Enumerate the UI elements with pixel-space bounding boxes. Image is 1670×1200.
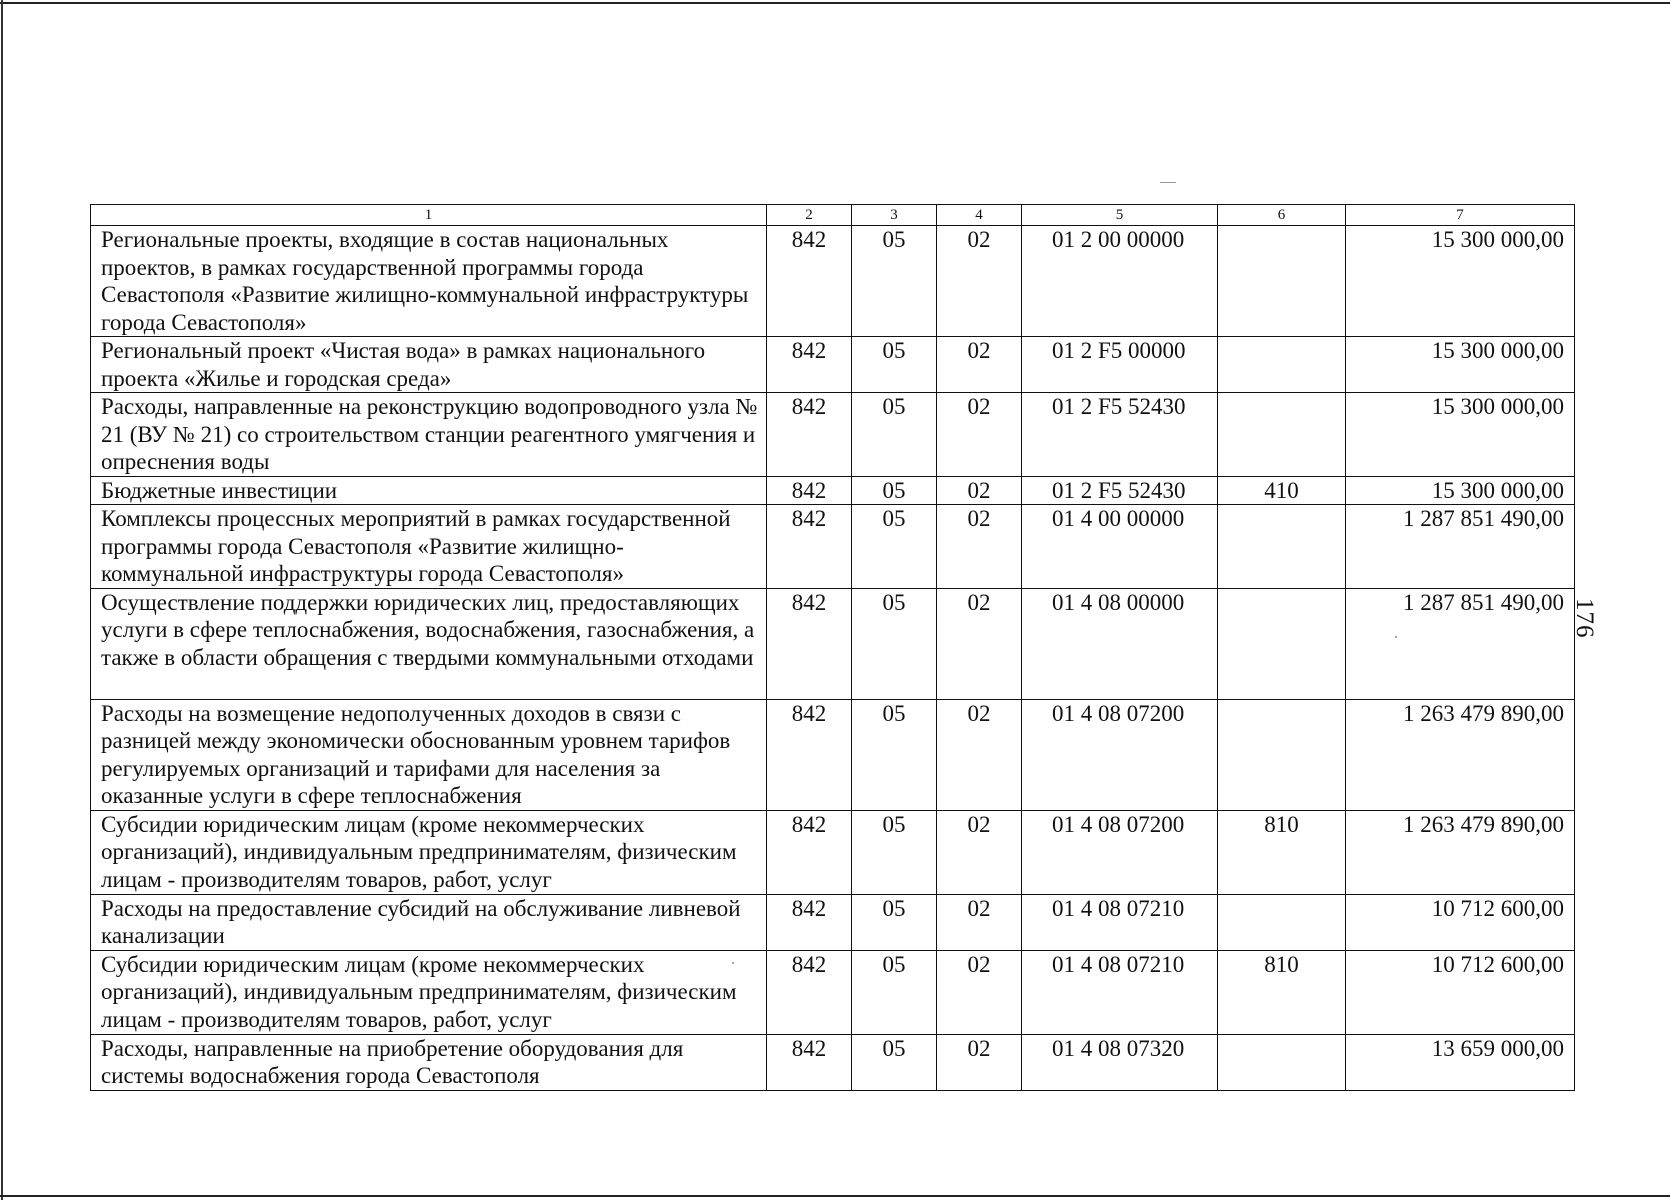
expense-type-code: [1218, 894, 1346, 950]
column-number: 6: [1218, 205, 1346, 226]
ministry-code: 842: [767, 810, 852, 894]
section-code: 05: [852, 337, 937, 393]
target-article-code: 01 2 F5 52430: [1022, 476, 1218, 505]
target-article-code: 01 2 F5 52430: [1022, 393, 1218, 477]
table-row: [91, 810, 1575, 894]
amount: 15 300 000,00: [1346, 393, 1575, 477]
expense-name: Осуществление поддержки юридических лиц, предоставляющих услуги в сфере теплоснабжения, водоснабжения, газоснабжения, а также в области обращения с твердыми коммунальными отходами: [91, 588, 767, 699]
scan-border-bottom: [0, 1195, 1670, 1197]
ministry-code: 842: [767, 588, 852, 699]
table-row: [91, 226, 1575, 337]
expense-type-code: 810: [1218, 950, 1346, 1034]
column-number: 4: [937, 205, 1022, 226]
column-number-row: [91, 205, 1575, 226]
table-row: [91, 476, 1575, 505]
column-number: 2: [767, 205, 852, 226]
section-code: 05: [852, 699, 937, 810]
target-article-code: 01 2 00 00000: [1022, 226, 1218, 337]
scan-border-top: [0, 2, 1670, 4]
expense-name: Региональные проекты, входящие в состав национальных проектов, в рамках государственной программы города Севастополя «Развитие жилищно-коммунальной инфраструктуры города Севастополя»: [91, 226, 767, 337]
page-number: 176: [1571, 598, 1598, 639]
expense-type-code: [1218, 337, 1346, 393]
ministry-code: 842: [767, 476, 852, 505]
expense-name: Расходы, направленные на реконструкцию водопроводного узла № 21 (ВУ № 21) со строительством станции реагентного умягчения и опреснения воды: [91, 393, 767, 477]
ministry-code: 842: [767, 699, 852, 810]
expense-type-code: [1218, 226, 1346, 337]
amount: 1 287 851 490,00: [1346, 505, 1575, 589]
column-number: 3: [852, 205, 937, 226]
table-row: [91, 950, 1575, 1034]
subsection-code: 02: [937, 337, 1022, 393]
section-code: 05: [852, 894, 937, 950]
amount: 10 712 600,00: [1346, 950, 1575, 1034]
subsection-code: 02: [937, 505, 1022, 589]
amount: 1 287 851 490,00: [1346, 588, 1575, 699]
target-article-code: 01 4 08 07320: [1022, 1034, 1218, 1090]
subsection-code: 02: [937, 810, 1022, 894]
table-row: [91, 393, 1575, 477]
expense-name: Расходы на возмещение недополученных доходов в связи с разницей между экономически обоснованным уровнем тарифов регулируемых организаций и тарифами для населения за оказанные услуги в сфере теплоснабжения: [91, 699, 767, 810]
amount: 1 263 479 890,00: [1346, 699, 1575, 810]
table-row: [91, 894, 1575, 950]
amount: 13 659 000,00: [1346, 1034, 1575, 1090]
expense-type-code: [1218, 699, 1346, 810]
target-article-code: 01 4 08 07200: [1022, 810, 1218, 894]
target-article-code: 01 4 08 07210: [1022, 894, 1218, 950]
section-code: 05: [852, 476, 937, 505]
target-article-code: 01 2 F5 00000: [1022, 337, 1218, 393]
target-article-code: 01 4 08 07210: [1022, 950, 1218, 1034]
amount: 15 300 000,00: [1346, 226, 1575, 337]
expense-type-code: 810: [1218, 810, 1346, 894]
column-number: 1: [91, 205, 767, 226]
expense-type-code: 410: [1218, 476, 1346, 505]
subsection-code: 02: [937, 393, 1022, 477]
expense-name: Расходы на предоставление субсидий на обслуживание ливневой канализации: [91, 894, 767, 950]
scan-mark: [1160, 182, 1176, 183]
expense-name: Расходы, направленные на приобретение оборудования для системы водоснабжения города Севастополя: [91, 1034, 767, 1090]
subsection-code: 02: [937, 226, 1022, 337]
subsection-code: 02: [937, 699, 1022, 810]
amount: 15 300 000,00: [1346, 476, 1575, 505]
section-code: 05: [852, 950, 937, 1034]
expense-name: Региональный проект «Чистая вода» в рамках национального проекта «Жилье и городская среда»: [91, 337, 767, 393]
subsection-code: 02: [937, 894, 1022, 950]
target-article-code: 01 4 08 07200: [1022, 699, 1218, 810]
expense-type-code: [1218, 393, 1346, 477]
section-code: 05: [852, 226, 937, 337]
ministry-code: 842: [767, 950, 852, 1034]
ministry-code: 842: [767, 894, 852, 950]
ministry-code: 842: [767, 1034, 852, 1090]
table-row: [91, 588, 1575, 699]
expense-name: Бюджетные инвестиции: [91, 476, 767, 505]
target-article-code: 01 4 08 00000: [1022, 588, 1218, 699]
subsection-code: 02: [937, 950, 1022, 1034]
section-code: 05: [852, 588, 937, 699]
amount: 1 263 479 890,00: [1346, 810, 1575, 894]
section-code: 05: [852, 1034, 937, 1090]
ministry-code: 842: [767, 505, 852, 589]
budget-table-body: [91, 205, 1575, 1091]
expense-type-code: [1218, 1034, 1346, 1090]
subsection-code: 02: [937, 1034, 1022, 1090]
subsection-code: 02: [937, 588, 1022, 699]
ministry-code: 842: [767, 337, 852, 393]
expense-name: Субсидии юридическим лицам (кроме некоммерческих организаций), индивидуальным предпринимателям, физическим лицам - производителям товаров, работ, услуг: [91, 810, 767, 894]
subsection-code: 02: [937, 476, 1022, 505]
column-number: 5: [1022, 205, 1218, 226]
table-row: [91, 1034, 1575, 1090]
target-article-code: 01 4 00 00000: [1022, 505, 1218, 589]
amount: 10 712 600,00: [1346, 894, 1575, 950]
section-code: 05: [852, 393, 937, 477]
expense-name: Комплексы процессных мероприятий в рамках государственной программы города Севастополя «Развитие жилищно-коммунальной инфраструктуры города Севастополя»: [91, 505, 767, 589]
table-row: [91, 505, 1575, 589]
expense-name: Субсидии юридическим лицам (кроме некоммерческих организаций), индивидуальным предпринимателям, физическим лицам - производителям товаров, работ, услуг: [91, 950, 767, 1034]
budget-table: [90, 204, 1575, 1091]
ministry-code: 842: [767, 393, 852, 477]
scan-border-left: [1, 0, 3, 1200]
expense-type-code: [1218, 505, 1346, 589]
amount: 15 300 000,00: [1346, 337, 1575, 393]
expense-type-code: [1218, 588, 1346, 699]
table-row: [91, 699, 1575, 810]
column-number: 7: [1346, 205, 1575, 226]
section-code: 05: [852, 810, 937, 894]
table-row: [91, 337, 1575, 393]
section-code: 05: [852, 505, 937, 589]
ministry-code: 842: [767, 226, 852, 337]
